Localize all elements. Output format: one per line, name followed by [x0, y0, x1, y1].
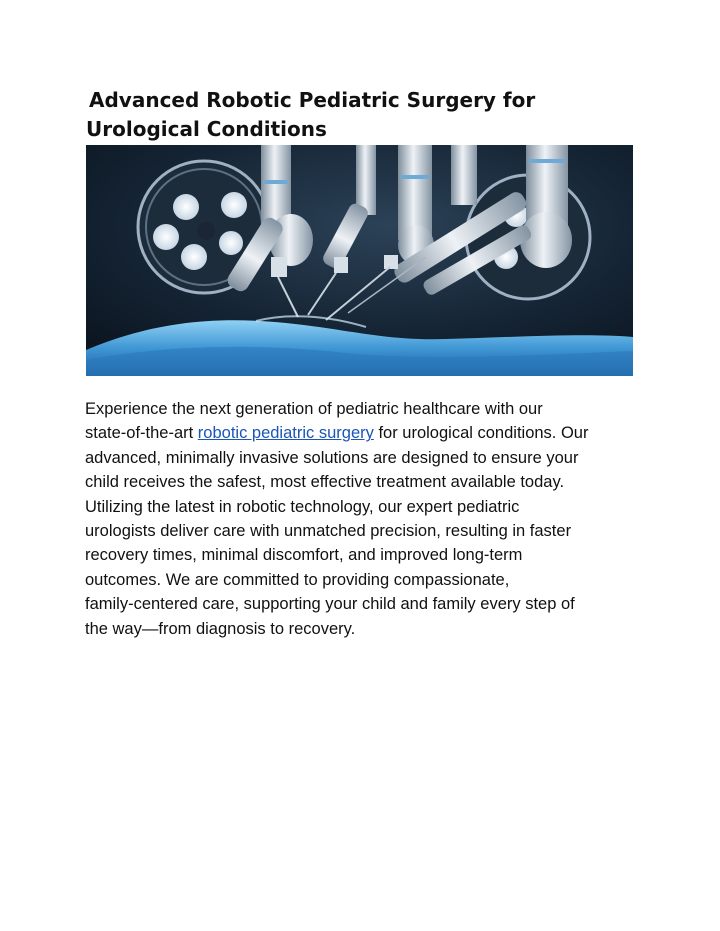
- paragraph-text: for urological conditions. Our: [373, 424, 589, 443]
- paragraph-line: outcomes. We are committed to providing compassionate,: [85, 570, 510, 589]
- paragraph-text: state-of-the-art: [85, 424, 198, 443]
- paragraph-line: family-centered care, supporting your child and family every step of: [85, 595, 575, 614]
- hero-image: [86, 145, 633, 376]
- page-title: [86, 86, 646, 144]
- robotic-pediatric-surgery-link[interactable]: robotic pediatric surgery: [197, 424, 374, 443]
- robotic-surgery-illustration: [86, 145, 633, 376]
- paragraph-line: the way—from diagnosis to recovery.: [85, 619, 356, 638]
- paragraph-line: Utilizing the latest in robotic technology, our expert pediatric: [85, 497, 520, 516]
- paragraph-line-with-link: [85, 421, 645, 445]
- title-line-1: Advanced Robotic Pediatric Surgery for: [89, 88, 536, 112]
- paragraph-line: Experience the next generation of pediatric healthcare with our: [85, 400, 543, 418]
- paragraph-line: child receives the safest, most effective treatment available today.: [85, 473, 565, 492]
- paragraph-line: advanced, minimally invasive solutions are designed to ensure your: [85, 448, 579, 467]
- paragraph-line: urologists deliver care with unmatched precision, resulting in faster: [85, 522, 572, 541]
- title-line-2: Urological Conditions: [86, 117, 327, 141]
- paragraph-line: recovery times, minimal discomfort, and improved long-term: [85, 546, 523, 565]
- article-paragraph: [85, 397, 645, 641]
